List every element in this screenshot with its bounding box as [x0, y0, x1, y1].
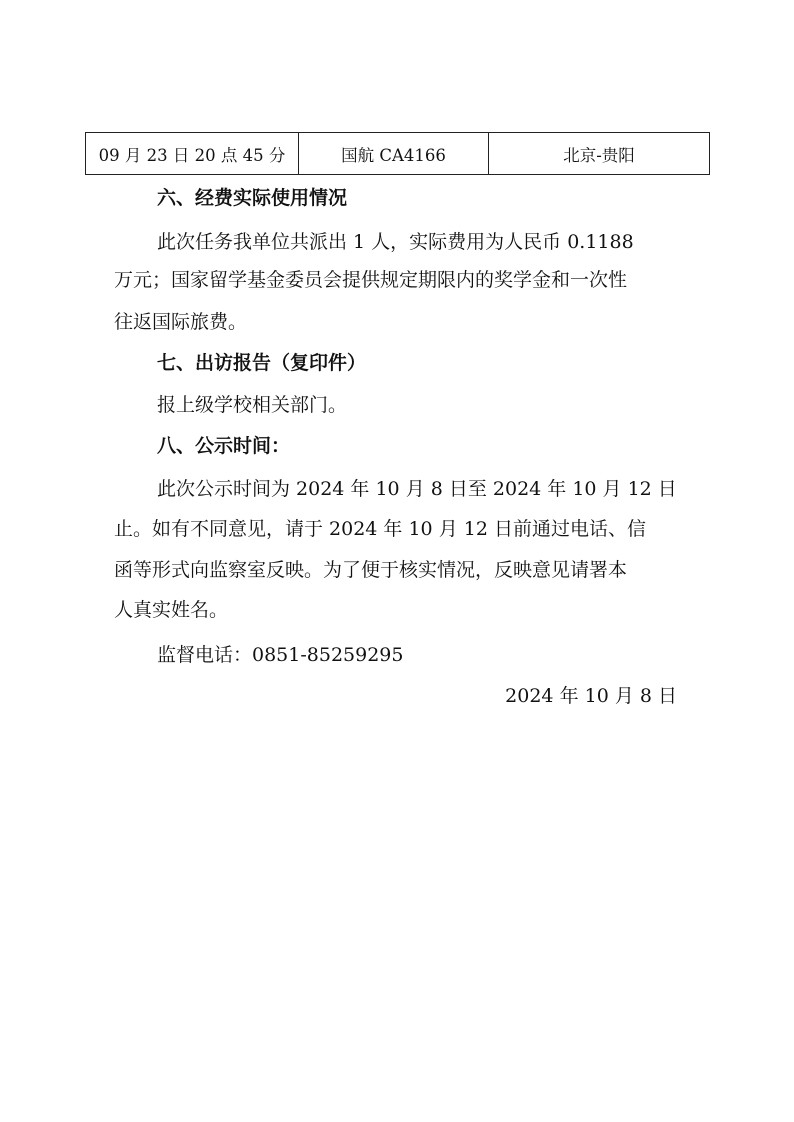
section6-line-2: 万元；国家留学基金委员会提供规定期限内的奖学金和一次性: [114, 269, 628, 291]
section7-text: 报上级学校相关部门。: [157, 394, 348, 416]
section6-line-3: 往返国际旅费。: [114, 311, 248, 333]
section8-line-4: 人真实姓名。: [114, 599, 229, 621]
flight-time-cell: 09 月 23 日 20 点 45 分: [86, 133, 299, 175]
section6-line-1: 此次任务我单位共派出 1 人，实际费用为人民币 0.1188: [157, 231, 634, 253]
section6-heading: 六、经费实际使用情况: [157, 187, 348, 209]
table-row: [86, 133, 710, 175]
flight-route-cell: 北京-贵阳: [489, 133, 710, 175]
section8-line-2: 止。如有不同意见，请于 2024 年 10 月 12 日前通过电话、信: [114, 518, 646, 540]
flight-table: [85, 132, 710, 175]
section8-line-3: 函等形式向监察室反映。为了便于核实情况，反映意见请署本: [114, 559, 628, 581]
section8-heading: 八、公示时间：: [157, 435, 291, 457]
section8-line-1: 此次公示时间为 2024 年 10 月 8 日至 2024 年 10 月 12 日: [157, 478, 677, 500]
section7-heading: 七、出访报告（复印件）: [157, 352, 367, 374]
supervision-phone: 监督电话：0851-85259295: [157, 644, 404, 666]
flight-number-cell: 国航 CA4166: [299, 133, 489, 175]
notice-date: 2024 年 10 月 8 日: [505, 685, 677, 707]
